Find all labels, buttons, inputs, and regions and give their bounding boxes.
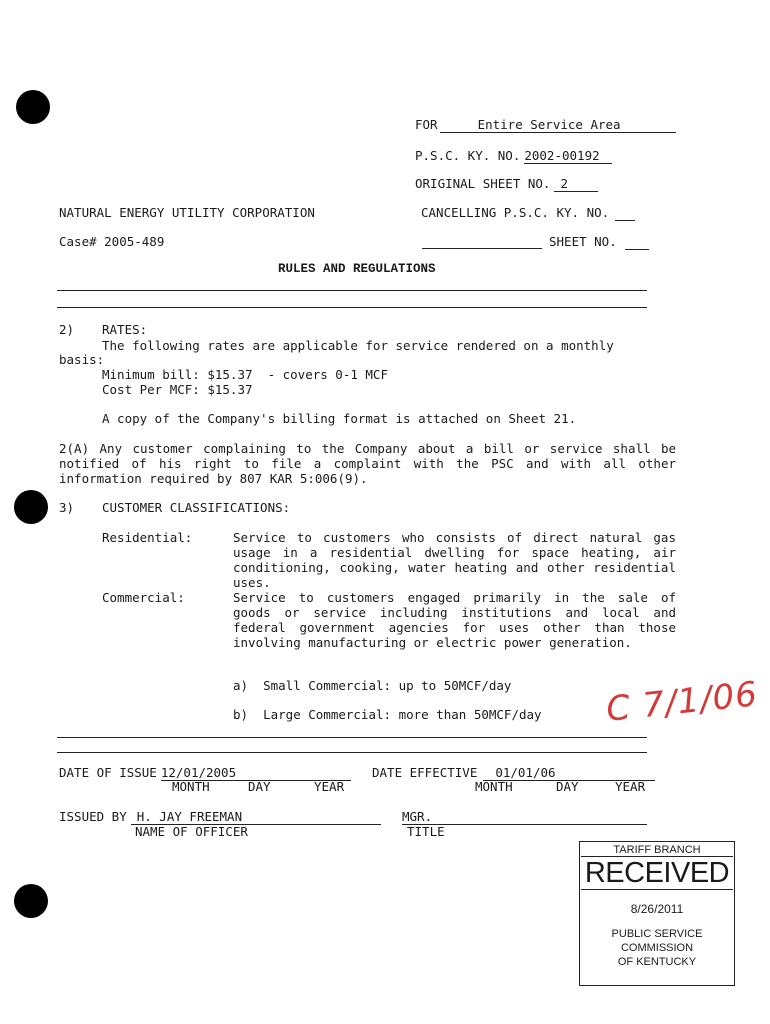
minimum-bill: Minimum bill: $15.37 - covers 0-1 MCF — [102, 367, 388, 382]
psc-label: P.S.C. KY. NO. — [415, 148, 521, 163]
commercial-label: Commercial: — [102, 590, 185, 605]
residential-label: Residential: — [102, 530, 193, 545]
psc-value: 2002-00192 — [524, 148, 600, 163]
title-rule-1 — [57, 290, 647, 291]
received-stamp — [579, 841, 735, 986]
psc-line — [415, 148, 612, 164]
cost-per-mcf: Cost Per MCF: $15.37 — [102, 382, 253, 397]
issue-value: 12/01/2005 — [160, 765, 237, 780]
issue-year-caption: YEAR — [314, 779, 345, 794]
punch-hole-middle — [14, 490, 48, 524]
sheet-line — [549, 234, 649, 250]
original-sheet-line — [415, 176, 598, 192]
title-rule-2 — [57, 307, 647, 308]
rates-heading: RATES: — [102, 322, 148, 337]
issue-month-caption: MONTH — [172, 779, 210, 794]
effective-value: 01/01/06 — [495, 765, 556, 780]
footer-rule-2 — [57, 752, 647, 753]
stamp-received: RECEIVED — [581, 856, 733, 890]
classifications-heading: CUSTOMER CLASSIFICATIONS: — [102, 500, 291, 515]
residential-text: Service to customers who consists of direct natural gas usage in a residential dwelling for space heating, air conditioning, cooking, water heating and other residential uses. — [233, 530, 676, 590]
original-sheet-label: ORIGINAL SHEET NO. — [415, 176, 551, 191]
sheet-label: SHEET NO. — [549, 234, 617, 249]
title-caption: TITLE — [407, 824, 445, 839]
effective-month-caption: MONTH — [475, 779, 513, 794]
officer-caption: NAME OF OFFICER — [135, 824, 248, 839]
punch-hole-bottom — [14, 884, 48, 918]
handwritten-note: C 7/1/06 — [604, 674, 760, 730]
stamp-line-1: PUBLIC SERVICE — [611, 928, 703, 940]
effective-line — [372, 765, 655, 781]
billing-format-note: A copy of the Company's billing format is attached on Sheet 21. — [102, 411, 577, 426]
footer-rule-1 — [57, 737, 647, 738]
for-value: Entire Service Area — [477, 117, 621, 132]
sheet-blank-line — [422, 248, 542, 249]
stamp-line-3: OF KENTUCKY — [617, 956, 697, 968]
stamp-branch: TARIFF BRANCH — [613, 844, 701, 856]
effective-day-caption: DAY — [556, 779, 579, 794]
rates-line-1: The following rates are applicable for service rendered on a monthly — [102, 338, 614, 353]
page-title: RULES AND REGULATIONS — [278, 262, 436, 276]
rates-line-2: basis: — [59, 352, 105, 367]
title-line — [402, 809, 647, 825]
company-name: NATURAL ENERGY UTILITY CORPORATION — [59, 205, 315, 220]
for-label: FOR — [415, 117, 438, 132]
small-commercial: a) Small Commercial: up to 50MCF/day — [233, 678, 512, 693]
issue-label: DATE OF ISSUE — [59, 765, 157, 780]
commercial-text: Service to customers engaged primarily in the sale of goods or service including institutions and local and federal government agencies for uses other than those involving manufacturing or electric power generation. — [233, 590, 676, 650]
issued-by-value: H. JAY FREEMAN — [136, 809, 243, 824]
complaint-paragraph: 2(A) Any customer complaining to the Company about a bill or service shall be notified of his right to file a complaint with the PSC and with all other information required by 807 KAR 5:006(9). — [59, 441, 676, 486]
issue-day-caption: DAY — [248, 779, 271, 794]
large-commercial: b) Large Commercial: more than 50MCF/day — [233, 707, 542, 722]
stamp-date: 8/26/2011 — [630, 902, 684, 916]
rates-number: 2) — [59, 322, 75, 337]
stamp-line-2: COMMISSION — [620, 942, 694, 954]
original-sheet-value: 2 — [560, 176, 568, 191]
case-number: Case# 2005-489 — [59, 234, 165, 249]
issued-by-label: ISSUED BY — [59, 809, 127, 824]
effective-label: DATE EFFECTIVE — [372, 765, 478, 780]
effective-year-caption: YEAR — [615, 779, 646, 794]
for-line — [415, 117, 676, 133]
title-value: MGR. — [402, 809, 433, 824]
punch-hole-top — [16, 90, 50, 124]
issued-by-line — [59, 809, 381, 825]
cancelling-line — [421, 205, 635, 221]
cancelling-label: CANCELLING P.S.C. KY. NO. — [421, 205, 610, 220]
classifications-number: 3) — [59, 500, 75, 515]
